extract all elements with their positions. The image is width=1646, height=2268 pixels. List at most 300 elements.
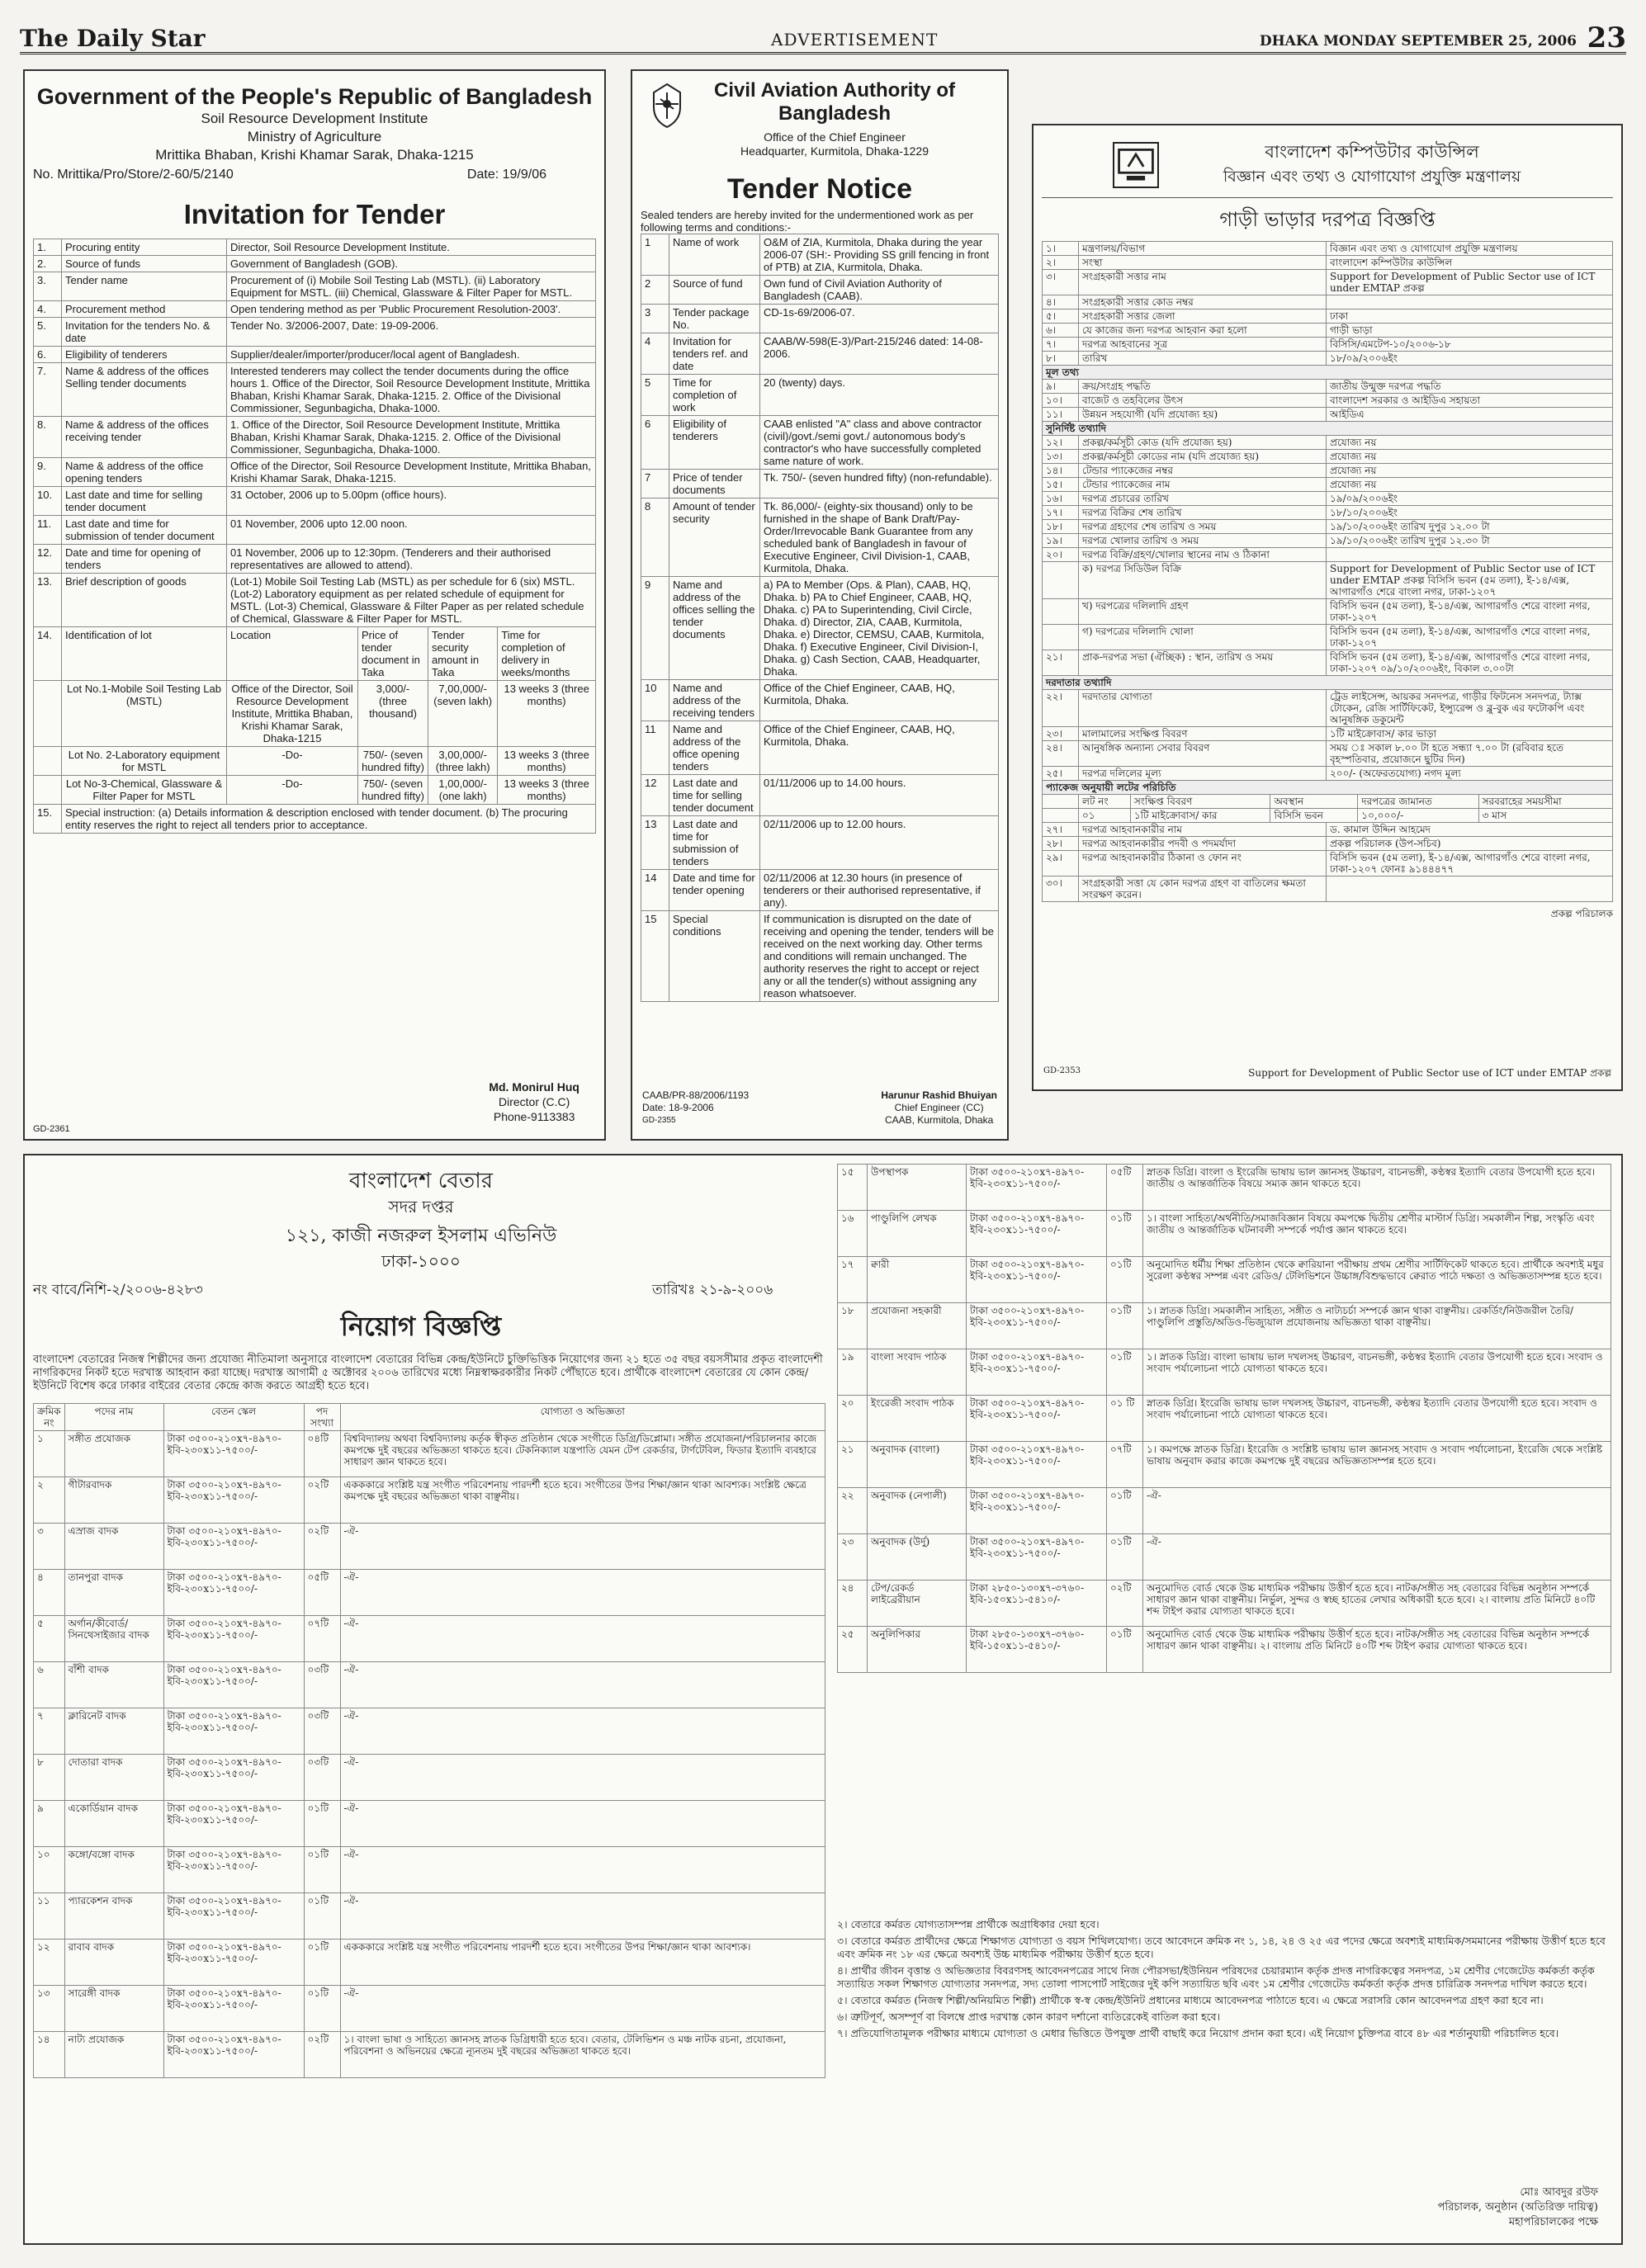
row-value: প্রযোজ্য নয়: [1327, 450, 1613, 464]
row-value: ট্রেড লাইসেন্স, আয়কর সনদপত্র, গাড়ীর ফিটনেস সনদপত্র, ট্যাক্স টোকেন, রেজি সার্টিফিকেট, ইন্স্যুরেন্স ও ব্লু-বুক এর ফটোকপি এবং আনুষঙ্গিক ডকুমেন্ট: [1327, 690, 1613, 727]
row-number: ৮।: [1043, 352, 1079, 366]
table-row: [1043, 309, 1613, 324]
post-name: এস্রাজ বাদক: [64, 1524, 163, 1570]
row-number: 15: [641, 911, 669, 1002]
lot-header-cell: Location: [227, 627, 358, 681]
table-row: [1043, 270, 1613, 295]
qualification: অনুমোদিত ধর্মীয় শিক্ষা প্রতিষ্ঠান থেকে ক্বারিয়ানা পরীক্ষায় প্রথম শ্রেণীর সার্টিফিকেট থাকতে হবে। প্রার্থীকে অবশ্যই মধুর সুরেলা কণ্ঠস্বর সম্পন্ন এবং রেডিও/ টেলিভিশনে উচ্চাঙ্গ/বিশুদ্ধভাবে ক্বেরাত পাঠে দক্ষতা ও অভিজ্ঞতাসম্পন্ন হতে হবে।: [1143, 1257, 1611, 1303]
ref-date: তারিখঃ ২১-৯-২০০৬: [652, 1282, 773, 1298]
row-label: দরপত্র আহবানের সূত্র: [1079, 338, 1327, 352]
table-row: [1043, 837, 1613, 851]
post-name: কঙ্গো/বঙ্গো বাদক: [64, 1847, 163, 1893]
row-number: 10: [641, 680, 669, 721]
column-header: ক্রমিক নং: [34, 1404, 65, 1431]
post-number: ২: [34, 1477, 65, 1524]
qualification: -ঐ-: [1143, 1488, 1611, 1534]
special-instruction: Special instruction: (a) Details information & description enclosed with tender document. (b) The procuring entity reserves the right to reject all tenders prior to acceptance.: [62, 805, 596, 834]
signatory-name: Md. Monirul Huq: [489, 1080, 579, 1094]
post-count: ০১টি: [1107, 1349, 1143, 1396]
post-name: ক্বারী: [868, 1257, 967, 1303]
row-value: 1. Office of the Director, Soil Resource Development Institute, Mrittika Bhaban, Krishi Khamar Sarak, Dhaka-1215. 2. Office of the Divisional Commissioner, Segunbagicha, Dhaka-1000.: [227, 417, 596, 458]
masthead: [20, 21, 1626, 54]
table-row: [1043, 851, 1613, 876]
table-row: [1043, 809, 1613, 823]
pay-scale: টাকা ৩৫০০-২১০x৭-৪৯৭০- ইবি-২৩০x১১-৭৫০০/-: [163, 1570, 304, 1616]
pay-scale: টাকা ৩৫০০-২১০x৭-৪৯৭০- ইবি-২৩০x১১-৭৫০০/-: [163, 1801, 304, 1847]
note-item: ৬। ত্রুটিপূর্ণ, অসম্পূর্ণ বা বিলম্বে প্রাপ্ত দরখাস্ত কোন কারণ দর্শানো ব্যতিরেকেই বাতিল করা হবে।: [837, 2010, 1221, 2023]
row-label: তারিখ: [1079, 352, 1327, 366]
org-name: Civil Aviation Authority of Bangladesh: [714, 79, 955, 125]
row-label: খ) দরপত্রের দলিলাদি গ্রহণ: [1079, 599, 1327, 625]
row-label: Date and time for tender opening: [669, 870, 760, 911]
org-name: বাংলাদেশ বেতার: [348, 1169, 494, 1193]
row-number: 13: [641, 816, 669, 870]
table-row: [34, 1801, 825, 1847]
post-count: ০১টি: [304, 1847, 340, 1893]
row-number: 12: [641, 775, 669, 816]
table-row: [34, 776, 596, 805]
post-name: নাট্য প্রযোজক: [64, 2032, 163, 2078]
row-value: Supplier/dealer/importer/producer/local agent of Bangladesh.: [227, 347, 596, 363]
row-value: ১৯/১০/২০০৬ইং তারিখ দুপুর ১২.৩০ টা: [1327, 534, 1613, 548]
row-number: 5: [641, 375, 669, 416]
post-count: ০৫টি: [304, 1570, 340, 1616]
srdi-tender-ad: [23, 69, 606, 1141]
signatory-behalf: মহাপরিচালকের পক্ষে: [1508, 2216, 1598, 2228]
row-value: 31 October, 2006 up to 5.00pm (office hours).: [227, 487, 596, 516]
table-row: [34, 458, 596, 487]
org-line: Soil Resource Development Institute: [201, 111, 428, 126]
table-row: [1043, 464, 1613, 478]
row-number: 8: [641, 498, 669, 577]
table-row: [641, 375, 999, 416]
pay-scale: টাকা ৩৫০০-২১০x৭-৪৯৭০- ইবি-২৩০x১১-৭৫০০/-: [967, 1442, 1107, 1488]
row-label: Procurement method: [62, 301, 227, 318]
lot-header-cell: Tender security amount in Taka: [428, 627, 498, 681]
gd-code: GD-2355: [642, 1116, 676, 1125]
post-number: ৫: [34, 1616, 65, 1662]
post-count: ০৫টি: [1107, 1165, 1143, 1211]
row-value: বিসিসি ভবন (৫ম তলা), ই-১৪/এক্স, আগারগাঁও শেরে বাংলা নগর, ঢাকা-১২০৭: [1327, 599, 1613, 625]
row-number: 8.: [34, 417, 62, 458]
post-number: ২০: [838, 1396, 868, 1442]
note-item: ৩। বেতারে কর্মরত প্রার্থীদের ক্ষেত্রে শিক্ষাগত যোগ্যতা ও বয়স শিথিলযোগ্য। তবে আবেদনে ক্রমিক নং ১, ১৪, ২৪ ও ২৫ এর পদের ক্ষেত্রে অবশ্যই মাধ্যমিক/সমমানের পরীক্ষায় উত্তীর্ণ হতে হবে এবং ক্রমিক নং ১৮ এর ক্ষেত্রে অবশ্যই উচ্চ মাধ্যমিক পরীক্ষায় উত্তীর্ণ হতে হবে।: [837, 1935, 1606, 1960]
table-row: [34, 1477, 825, 1524]
post-name: টেপ/রেকর্ড লাইব্রেরীয়ান: [868, 1581, 967, 1627]
qualification: -ঐ-: [340, 1755, 825, 1801]
lot-cell: -Do-: [227, 747, 358, 776]
office-address: ১২১, কাজী নজরুল ইসলাম এভিনিউ: [285, 1226, 557, 1246]
table-row: [34, 1940, 825, 1986]
row-value: বিসিসি/এমটেপ-১০/২০০৬-১৮: [1327, 338, 1613, 352]
pay-scale: টাকা ৩৫০০-২১০x৭-৪৯৭০- ইবি-২৩০x১১-৭৫০০/-: [163, 2032, 304, 2078]
row-value: (Lot-1) Mobile Soil Testing Lab (MSTL) as per schedule for 6 (six) MSTL. (Lot-2) Laboratory equipment as per related schedule of equipment for MSTL. (Lot-3) Chemical, Glassware & Filter Paper as per related schedule of Chemical, Glassware & Filter Paper for MSTL.: [227, 574, 596, 627]
row-label: Name & address of the offices Selling tender documents: [62, 363, 227, 417]
row-number: [1043, 562, 1079, 599]
lot-header-cell: লট নং: [1079, 795, 1131, 809]
table-row: [1043, 741, 1613, 767]
row-value: ঢাকা: [1327, 309, 1613, 324]
post-name: অনুবাদক (নেপালী): [868, 1488, 967, 1534]
caab-tender-ad: [631, 69, 1009, 1141]
row-number: ২৯।: [1043, 851, 1079, 876]
row-number: 10.: [34, 487, 62, 516]
tender-table: [641, 234, 999, 1002]
post-number: ৭: [34, 1708, 65, 1755]
row-label: দরপত্র দলিলের মূল্য: [1079, 767, 1327, 781]
row-value: ১৮/০৯/২০০৬ইং: [1327, 352, 1613, 366]
column-header: যোগ্যতা ও অভিজ্ঞতা: [340, 1404, 825, 1431]
row-label: দরপত্র খোলার তারিখ ও সময়: [1079, 534, 1327, 548]
table-row: [838, 1627, 1611, 1673]
post-name: উপস্থাপক: [868, 1165, 967, 1211]
pay-scale: টাকা ২৮৫০-১৩০x৭-৩৭৬০- ইবি-১৫০x১১-৫৪১০/-: [967, 1627, 1107, 1673]
row-value: আইডিএ: [1327, 408, 1613, 422]
pay-scale: টাকা ৩৫০০-২১০x৭-৪৯৭০- ইবি-২৩০x১১-৭৫০০/-: [163, 1524, 304, 1570]
pay-scale: টাকা ৩৫০০-২১০x৭-৪৯৭০- ইবি-২৩০x১১-৭৫০০/-: [163, 1616, 304, 1662]
table-row: [1043, 506, 1613, 520]
signature-block: [1438, 2185, 1598, 2230]
row-value: Procurement of (i) Mobile Soil Testing Lab (MSTL). (ii) Laboratory Equipment for MSTL. (iii) Chemical, Glassware & Filter Paper for MSTL.: [227, 272, 596, 301]
table-row: [1043, 352, 1613, 366]
table-row: [34, 574, 596, 627]
row-label: আনুষঙ্গিক অন্যান্য সেবার বিবরণ: [1079, 741, 1327, 767]
post-number: ৩: [34, 1524, 65, 1570]
pay-scale: টাকা ৩৫০০-২১০x৭-৪৯৭০- ইবি-২৩০x১১-৭৫০০/-: [163, 1755, 304, 1801]
table-row: [1043, 380, 1613, 394]
row-number: 7: [641, 470, 669, 498]
table-row: [34, 1708, 825, 1755]
table-row: [34, 747, 596, 776]
table-row: [641, 416, 999, 470]
row-label: Invitation for the tenders No. & date: [62, 318, 227, 347]
ad-intro: Sealed tenders are hereby invited for the undermentioned work as per following terms and conditions:-: [641, 209, 974, 234]
note-item: ২। বেতারে কর্মরত যোগ্যতাসম্পন্ন প্রার্থীকে অগ্রাধিকার দেয়া হবে।: [837, 1918, 1100, 1930]
row-value: জাতীয় উন্মুক্ত দরপত্র পদ্ধতি: [1327, 380, 1613, 394]
tender-table: [33, 239, 596, 834]
pay-scale: টাকা ২৮৫০-১৩০x৭-৩৭৬০- ইবি-১৫০x১১-৫৪১০/-: [967, 1581, 1107, 1627]
table-row: [1043, 295, 1613, 309]
table-row: [34, 239, 596, 256]
pay-scale: টাকা ৩৫০০-২১০x৭-৪৯৭০- ইবি-২৩০x১১-৭৫০০/-: [163, 1986, 304, 2032]
table-row: [34, 1570, 825, 1616]
row-value: 02/11/2006 up to 12.00 hours.: [760, 816, 999, 870]
post-count: ০১টি: [304, 1986, 340, 2032]
row-value: Office of the Chief Engineer, CAAB, HQ, Kurmitola, Dhaka.: [760, 721, 999, 775]
table-row: [1043, 625, 1613, 650]
table-row: [641, 680, 999, 721]
table-header-row: [34, 1404, 825, 1431]
org-line: Mrittika Bhaban, Krishi Khamar Sarak, Dhaka-1215: [155, 147, 474, 163]
row-value: Interested tenderers may collect the tender documents during the office hours 1. Office of the Director, Soil Resource Development Institute, Mrittika Bhaban, Krishi Khamar Sarak, Dhaka-1215. 2. Office of the Divisional Commissioner, Segunbagicha, Dhaka-1000.: [227, 363, 596, 417]
pay-scale: টাকা ৩৫০০-২১০x৭-৪৯৭০- ইবি-২৩০x১১-৭৫০০/-: [163, 1940, 304, 1986]
post-count: ০২টি: [304, 2032, 340, 2078]
table-row: [1043, 767, 1613, 781]
table-row: [34, 1431, 825, 1477]
row-label: Name & address of the office opening tenders: [62, 458, 227, 487]
post-count: ০১টি: [1107, 1627, 1143, 1673]
signatory-title: Director (C.C): [499, 1095, 570, 1108]
row-number: ৪।: [1043, 295, 1079, 309]
row-value: [1327, 876, 1613, 902]
table-row: [1043, 548, 1613, 562]
pay-scale: টাকা ৩৫০০-২১০x৭-৪৯৭০- ইবি-২৩০x১১-৭৫০০/-: [967, 1488, 1107, 1534]
post-number: ৮: [34, 1755, 65, 1801]
row-label: Eligibility of tenderers: [62, 347, 227, 363]
column-header: পদ সংখ্যা: [304, 1404, 340, 1431]
post-name: একোর্ডিয়ান বাদক: [64, 1801, 163, 1847]
row-label: ক) দরপত্র সিডিউল বিক্রি: [1079, 562, 1327, 599]
lot-cell: 3,00,000/- (three lakh): [428, 747, 498, 776]
ad-footer: [642, 1089, 997, 1127]
post-number: ১৬: [838, 1211, 868, 1257]
row-value: প্রযোজ্য নয়: [1327, 478, 1613, 492]
table-row: [641, 333, 999, 375]
post-number: ৬: [34, 1662, 65, 1708]
project-name: Support for Development of Public Sector use of ICT under EMTAP প্রকল্প: [1248, 1067, 1611, 1079]
row-number: 7.: [34, 363, 62, 417]
row-number: ২১।: [1043, 650, 1079, 676]
table-row: [838, 1349, 1611, 1396]
table-row: [1043, 795, 1613, 809]
post-count: ০১টি: [1107, 1303, 1143, 1349]
post-count: ০১ টি: [1107, 1396, 1143, 1442]
table-row: [34, 417, 596, 458]
pay-scale: টাকা ৩৫০০-২১০x৭-৪৯৭০- ইবি-২৩০x১১-৭৫০০/-: [967, 1257, 1107, 1303]
table-row: [1043, 727, 1613, 741]
row-value: বিসিসি ভবন (৫ম তলা), ই-১৪/এক্স, আগারগাঁও শেরে বাংলা নগর, ঢাকা-১২০৭ ফোনঃ ৯১৪৪৪৭৭: [1327, 851, 1613, 876]
table-row: [34, 301, 596, 318]
table-row: [838, 1488, 1611, 1534]
qualification: ১। স্নাতক ডিগ্রি। সমকালীন সাহিত্য, সঙ্গীত ও নাট্যচর্চা সম্পর্কে জ্ঞান থাকা বাঞ্ছনীয়। রেকর্ডিং/নিউজরীল তৈরি/ পাণ্ডুলিপি প্রস্তুতি/অডিও-ভিজ্যুয়াল প্রযোজনায় অভিজ্ঞতা থাকা বাঞ্ছনীয়।: [1143, 1303, 1611, 1349]
column-header: পদের নাম: [64, 1404, 163, 1431]
lot-cell: Lot No-3-Chemical, Glassware & Filter Paper for MSTL: [62, 776, 227, 805]
row-value: প্রযোজ্য নয়: [1327, 436, 1613, 450]
table-row: [34, 1986, 825, 2032]
post-name: অনুবাদক (উর্দু): [868, 1534, 967, 1581]
row-value: 01/11/2006 up to 14.00 hours.: [760, 775, 999, 816]
row-value: Support for Development of Public Sector use of ICT under EMTAP প্রকল্প: [1327, 270, 1613, 295]
note-item: ৫। বেতারে কর্মরত (নিজস্ব শিল্পী/অনিয়মিত শিল্পী) প্রার্থীকে স্ব-স্ব কেন্দ্র/ইউনিট প্রধানের মাধ্যমে আবেদনপত্র পাঠাতে হবে। এ ক্ষেত্রে সরাসরি কোন আবেদনপত্র গ্রহণ করা হবে না।: [837, 1994, 1544, 2006]
row-label: প্রকল্প/কর্মসূচী কোড (যদি প্রযোজ্য হয়): [1079, 436, 1327, 450]
post-name: সারেঙ্গী বাদক: [64, 1986, 163, 2032]
org-name: Government of the People's Republic of Bangladesh: [36, 84, 593, 109]
table-row: [641, 470, 999, 498]
table-row: [34, 2032, 825, 2078]
qualification: একককারে সংশ্লিষ্ট যন্ত্র সংগীত পরিবেশনায় পারদর্শী হতে হবে। সংগীতের উপর শিক্ষা/জ্ঞান থাকা আবশ্যক। সংশ্লিষ্ট ক্ষেত্রে কমপক্ষে দুই বছরের অভিজ্ঞতা থাকা বাঞ্ছনীয়।: [340, 1477, 825, 1524]
table-row: [1043, 534, 1613, 548]
post-count: ০৭টি: [1107, 1442, 1143, 1488]
row-label: Tender name: [62, 272, 227, 301]
lot-cell: 7,00,000/- (seven lakh): [428, 681, 498, 747]
post-number: ১৮: [838, 1303, 868, 1349]
table-row: [1043, 599, 1613, 625]
row-value: ২০০/- (অফেরতযোগ্য) নগদ মূল্য: [1327, 767, 1613, 781]
ministry-name: বিজ্ঞান এবং তথ্য ও যোগাযোগ প্রযুক্তি মন্ত্রণালয়: [1223, 168, 1521, 186]
row-label: গ) দরপত্রের দলিলাদি খোলা: [1079, 625, 1327, 650]
post-count: ০১টি: [1107, 1211, 1143, 1257]
pay-scale: টাকা ৩৫০০-২১০x৭-৪৯৭০- ইবি-২৩০x১১-৭৫০০/-: [163, 1847, 304, 1893]
row-label: Special conditions: [669, 911, 760, 1002]
table-row: [34, 1662, 825, 1708]
row-value: বিসিসি ভবন (৫ম তলা), ই-১৪/এক্স, আগারগাঁও শেরে বাংলা নগর, ঢাকা-১২০৭ ০৯/১০/২০০৬ইং, বিকাল ৩.০০টা: [1327, 650, 1613, 676]
qualification: -ঐ-: [340, 1524, 825, 1570]
row-label: টেন্ডার প্যাকেজের নম্বর: [1079, 464, 1327, 478]
table-row: [838, 1442, 1611, 1488]
row-number: 2: [641, 276, 669, 305]
row-label: প্রাক-দরপত্র সভা (ঐচ্ছিক) : স্থান, তারিখ ও সময়: [1079, 650, 1327, 676]
row-label: Amount of tender security: [669, 498, 760, 577]
lot-cell: 3,000/- (three thousand): [358, 681, 428, 747]
row-label: সংগ্রহকারী সত্তার নাম: [1079, 270, 1327, 295]
qualification: -ঐ-: [340, 1801, 825, 1847]
column-header: বেতন স্কেল: [163, 1404, 304, 1431]
row-number: 4.: [34, 301, 62, 318]
qualification: অনুমোদিত বোর্ড থেকে উচ্চ মাধ্যমিক পরীক্ষায় উত্তীর্ণ হতে হবে। নাটক/সঙ্গীত সহ বেতারের বিভিন্ন অনুষ্ঠান সম্পর্কে সাধারণ জ্ঞান থাকা বাঞ্ছনীয়। নির্ভুল, সুন্দর ও স্বচ্ছ হাতের লেখার অধিকারী হতে হবে। ২। বাংলায় প্রতি মিনিটে ৪০টি শব্দ টাইপ করার যোগ্যতা থাকতে হবে।: [1143, 1581, 1611, 1627]
row-label: Last date and time for selling tender document: [669, 775, 760, 816]
ad-intro: বাংলাদেশ বেতারের নিজস্ব শিল্পীদের জন্য প্রযোজ্য নীতিমালা অনুসারে বাংলাদেশ বেতারের বিভিন্ন কেন্দ্র/ইউনিটে চুক্তিভিত্তিক নিয়োগের জন্য ২১ হতে ৩৫ বছর বয়সসীমার প্রকৃত বাংলাদেশী নাগরিকদের নিকট হতে দরখাস্ত আহবান করা যাচ্ছে। দরখাস্ত আগামী ৫ অক্টোবর ২০০৬ তারিখের মধ্যে নিম্নস্বাক্ষরকারীর নিকট পৌঁছাতে হবে। প্রার্থীকে বাংলাদেশ বেতারের যে কোন কেন্দ্র/ইউনিটে বিশেষ করে ঢাকার বাইরের বেতার কেন্দ্রে কাজ করতে আগ্রহী হতে হবে।: [33, 1354, 823, 1392]
row-label: Time for completion of work: [669, 375, 760, 416]
table-row: [641, 305, 999, 333]
row-value: CAAB/W-598(E-3)/Part-215/246 dated: 14-08-2006.: [760, 333, 999, 375]
row-label: Invitation for tenders ref. and date: [669, 333, 760, 375]
pay-scale: টাকা ৩৫০০-২১০x৭-৪৯৭০- ইবি-২৩০x১১-৭৫০০/-: [163, 1662, 304, 1708]
table-row: [1043, 478, 1613, 492]
row-label: সংগ্রহকারী সত্তার জেলা: [1079, 309, 1327, 324]
lot-header-cell: অবস্থান: [1270, 795, 1358, 809]
table-row: [1043, 450, 1613, 464]
lot-cell: 13 weeks 3 (three months): [498, 776, 596, 805]
post-number: ২৪: [838, 1581, 868, 1627]
row-number: 1.: [34, 239, 62, 256]
table-row: [34, 1847, 825, 1893]
row-value: বাংলাদেশ কম্পিউটার কাউন্সিল: [1327, 256, 1613, 270]
lot-table: [1042, 794, 1613, 823]
post-name: তানপুরা বাদক: [64, 1570, 163, 1616]
table-row: [838, 1534, 1611, 1581]
table-row: [34, 627, 596, 681]
table-row: [34, 681, 596, 747]
lot-header-cell: সংক্ষিপ্ত বিবরণ: [1130, 795, 1270, 809]
row-label: Name of work: [669, 234, 760, 276]
lot-header-cell: Price of tender document in Taka: [358, 627, 428, 681]
table-row: [641, 816, 999, 870]
page-number: 23: [1587, 21, 1626, 54]
table-row: [1043, 338, 1613, 352]
post-name: প্যারকেশন বাদক: [64, 1893, 163, 1940]
row-value: 02/11/2006 at 12.30 hours (in presence of tenderers or their authorised representative, if any).: [760, 870, 999, 911]
bcc-logo-icon: [1113, 142, 1159, 188]
row-number: 12.: [34, 545, 62, 574]
qualification: -ঐ-: [340, 1662, 825, 1708]
post-name: অর্গান/কীবোর্ড/সিনথেসাইজার বাদক: [64, 1616, 163, 1662]
post-count: ০২টি: [1107, 1581, 1143, 1627]
qualification: স্নাতক ডিগ্রি। ইংরেজি ভাষায় ভাল দখলসহ উচ্চারণ, বাচনভঙ্গী, কণ্ঠস্বর ইত্যাদি বেতার উপযোগী হতে হবে। সংবাদ ও সংবাদ পর্যালোচনা পাঠে যোগ্যতা থাকতে হবে।: [1143, 1396, 1611, 1442]
ref-date: Date: 18-9-2006: [642, 1102, 714, 1113]
table-row: [1043, 366, 1613, 380]
office-name: সদর দপ্তর: [388, 1197, 454, 1217]
row-value: ড. কামাল উদ্দিন আহমেদ: [1327, 823, 1613, 837]
gd-code: GD-2361: [33, 1124, 70, 1134]
post-count: ০৩টি: [304, 1755, 340, 1801]
post-count: ০১টি: [304, 1940, 340, 1986]
lot-cell: বিসিসি ভবন: [1270, 809, 1358, 823]
pay-scale: টাকা ৩৫০০-২১০x৭-৪৯৭০- ইবি-২৩০x১১-৭৫০০/-: [967, 1165, 1107, 1211]
row-number: ৯।: [1043, 380, 1079, 394]
table-row: [641, 498, 999, 577]
row-number: 3.: [34, 272, 62, 301]
table-row: [641, 577, 999, 680]
table-row: [1043, 650, 1613, 676]
row-number: ১৩।: [1043, 450, 1079, 464]
tender-table: [1042, 241, 1613, 795]
post-number: ১৫: [838, 1165, 868, 1211]
qualification: -ঐ-: [340, 1570, 825, 1616]
row-label: Last date and time for selling tender document: [62, 487, 227, 516]
row-label: দরপত্র আহবানকারীর ঠিকানা ও ফোন নং: [1079, 851, 1327, 876]
qualification: -ঐ-: [340, 1616, 825, 1662]
table-row: [838, 1303, 1611, 1349]
note-item: ৪। প্রার্থীর জীবন বৃত্তান্ত ও অভিজ্ঞতার বিবরণসহ আবেদনপত্রের সাথে নিজ পৌরসভা/ইউনিয়ন পরিষদের চেয়ারম্যান কর্তৃক প্রদত্ত নাগরিকত্বের সনদপত্র, ১ম শ্রেণীর গেজেটেড কর্মকর্তা কর্তৃক সত্যায়িত সকল শিক্ষাগত যোগ্যতার সনদপত্র, সদ্য তোলা পাসপোর্ট সাইজের দুই কপি সত্যায়িত ছবি এবং ১ম শ্রেণীর গেজেটেড কর্মকর্তা কর্তৃক প্রদত্ত চারিত্রিক সনদপত্র দাখিল করতে হবে।: [837, 1964, 1595, 1990]
pay-scale: টাকা ৩৫০০-২১০x৭-৪৯৭০- ইবি-২৩০x১১-৭৫০০/-: [967, 1211, 1107, 1257]
table-row: [838, 1257, 1611, 1303]
table-row: [34, 545, 596, 574]
pay-scale: টাকা ৩৫০০-২১০x৭-৪৯৭০- ইবি-২৩০x১১-৭৫০০/-: [967, 1396, 1107, 1442]
ref-date: Date: 19/9/06: [466, 168, 546, 182]
section-label: ADVERTISEMENT: [771, 30, 939, 50]
table-row: [1043, 324, 1613, 338]
qualification: একককারে সংশ্লিষ্ট যন্ত্র সংগীত পরিবেশনায় পারদর্শী হতে হবে। সংগীতের উপর শিক্ষা/জ্ঞান থাকা আবশ্যক।: [340, 1940, 825, 1986]
pay-scale: টাকা ৩৫০০-২১০x৭-৪৯৭০- ইবি-২৩০x১১-৭৫০০/-: [967, 1534, 1107, 1581]
row-number: [34, 776, 62, 805]
office-city: ঢাকা-১০০০: [381, 1251, 461, 1271]
table-row: [838, 1396, 1611, 1442]
post-name: অনুবাদক (বাংলা): [868, 1442, 967, 1488]
paper-logo: The Daily Star: [20, 25, 206, 52]
table-row: [34, 516, 596, 545]
row-number: 3: [641, 305, 669, 333]
table-row: [1043, 676, 1613, 690]
table-row: [34, 487, 596, 516]
post-name: বাঁশী বাদক: [64, 1662, 163, 1708]
table-row: [34, 1755, 825, 1801]
lot-cell: 750/- (seven hundred fifty): [358, 776, 428, 805]
table-row: [34, 1524, 825, 1570]
post-name: ইংরেজী সংবাদ পাঠক: [868, 1396, 967, 1442]
table-row: [1043, 394, 1613, 408]
table-row: [34, 363, 596, 417]
signatory-title: পরিচালক, অনুষ্ঠান (অতিরিক্ত দায়িত্ব): [1437, 2201, 1598, 2214]
row-label: সংগ্রহকারী সত্তার কোড নম্বর: [1079, 295, 1327, 309]
lot-header-cell: Identification of lot: [62, 627, 227, 681]
org-line: Headquarter, Kurmitola, Dhaka-1229: [740, 144, 929, 158]
table-row: [1043, 256, 1613, 270]
post-number: ৯: [34, 1801, 65, 1847]
section-heading: মূল তথ্য: [1043, 366, 1613, 380]
table-row: [1043, 242, 1613, 256]
section-heading: প্যাকেজ অনুযায়ী লটের পরিচিতি: [1043, 781, 1613, 795]
post-number: ১৩: [34, 1986, 65, 2032]
row-label: যে কাজের জন্য দরপত্র আহবান করা হলো: [1079, 324, 1327, 338]
row-label: মালামালের সংক্ষিপ্ত বিবরণ: [1079, 727, 1327, 741]
post-number: ১৪: [34, 2032, 65, 2078]
qualification: ১। স্নাতক ডিগ্রি। বাংলা ভাষায় ভাল দখলসহ উচ্চারণ, বাচনভঙ্গী, কণ্ঠস্বর ইত্যাদি বেতার উপযোগী হতে হবে। সংবাদ ও সংবাদ পর্যালোচনা পাঠে যোগ্যতা থাকতে হবে।: [1143, 1349, 1611, 1396]
ad-title: নিয়োগ বিজ্ঞপ্তি: [340, 1311, 502, 1342]
row-number: ৫।: [1043, 309, 1079, 324]
row-number: 2.: [34, 256, 62, 272]
row-number: ১০।: [1043, 394, 1079, 408]
table-row: [641, 870, 999, 911]
